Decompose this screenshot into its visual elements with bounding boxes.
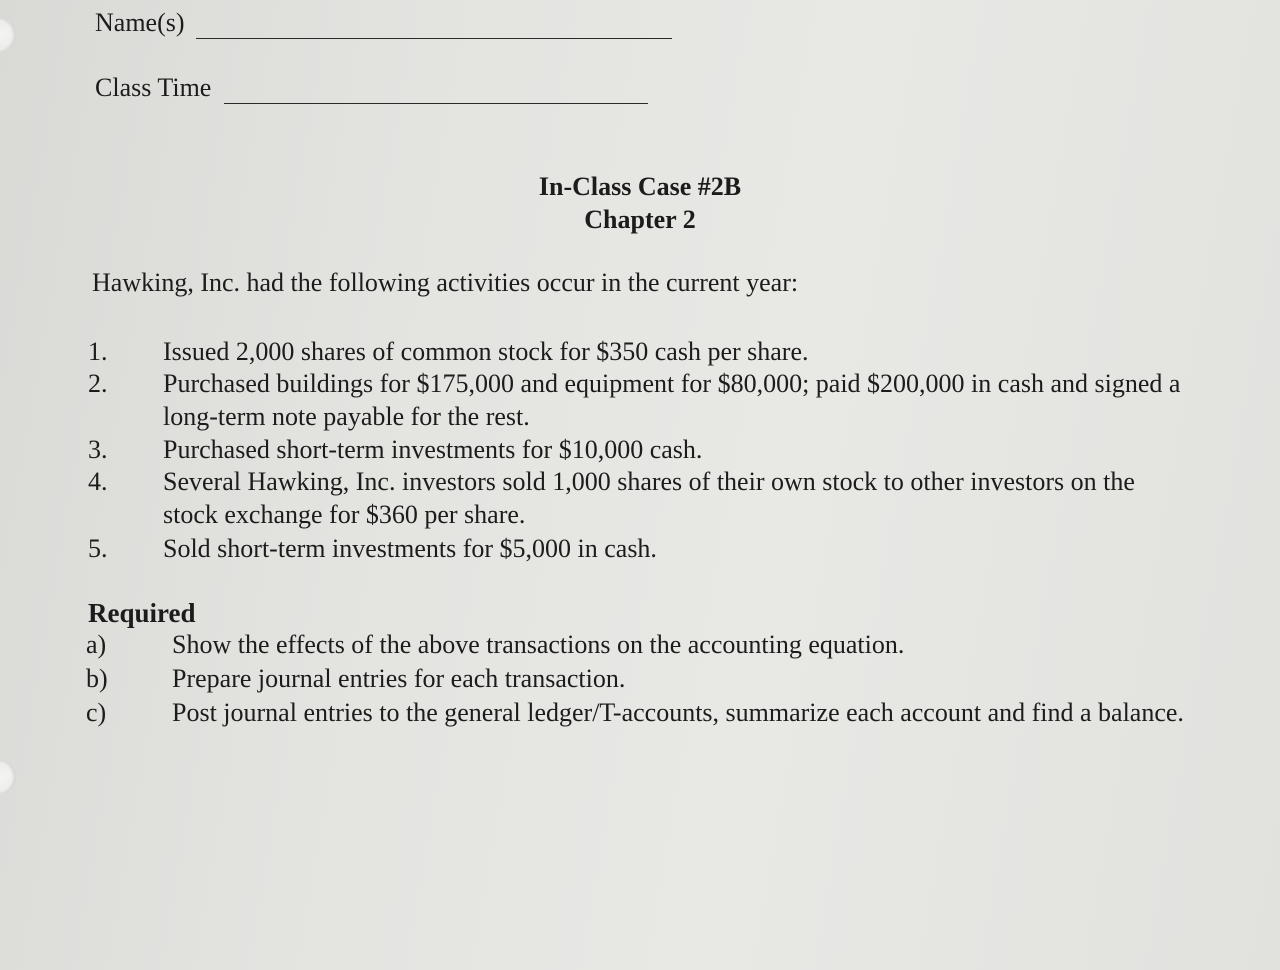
required-text: Prepare journal entries for each transaction. [172, 664, 626, 693]
required-heading: Required [88, 598, 196, 628]
activity-text: Issued 2,000 shares of common stock for $350 cash per share. [163, 337, 809, 366]
punch-hole-top [0, 18, 16, 52]
activity-item [88, 465, 1208, 531]
activity-item [88, 433, 1208, 466]
required-text: Post journal entries to the general ledger/T-accounts, summarize each account and find a balance. [172, 698, 1184, 727]
required-item [86, 662, 1206, 696]
class-time-blank-line[interactable] [224, 103, 648, 104]
activity-number: 5. [88, 534, 108, 563]
required-letter: a) [86, 630, 107, 659]
class-time-label: Class Time [95, 73, 212, 102]
activity-item [88, 367, 1208, 433]
required-letter: b) [86, 664, 108, 693]
chapter-title: Chapter 2 [584, 205, 696, 234]
activity-number: 3. [88, 435, 108, 464]
case-title: In-Class Case #2B [538, 172, 742, 201]
required-letter: c) [86, 698, 107, 727]
activity-text: Several Hawking, Inc. investors sold 1,000 shares of their own stock to other investors on the stock exchange for $360 per share. [163, 467, 1135, 529]
activity-number: 2. [88, 369, 108, 398]
required-item [86, 696, 1206, 764]
intro-text: Hawking, Inc. had the following activities occur in the current year: [92, 268, 799, 297]
required-text: Show the effects of the above transactions on the accounting equation. [172, 630, 905, 659]
names-blank-line[interactable] [196, 38, 672, 39]
activity-item [88, 335, 1208, 368]
activity-text: Sold short-term investments for $5,000 in cash. [163, 534, 657, 563]
names-label: Name(s) [95, 8, 185, 37]
activity-item [88, 532, 1208, 565]
punch-hole-bottom [0, 760, 16, 794]
activity-number: 4. [88, 467, 108, 496]
activity-text: Purchased short-term investments for $10,000 cash. [163, 435, 703, 464]
activity-text: Purchased buildings for $175,000 and equipment for $80,000; paid $200,000 in cash and signed a long-term note payable for the rest. [163, 369, 1181, 431]
activity-number: 1. [88, 337, 108, 366]
required-item [86, 628, 1206, 662]
